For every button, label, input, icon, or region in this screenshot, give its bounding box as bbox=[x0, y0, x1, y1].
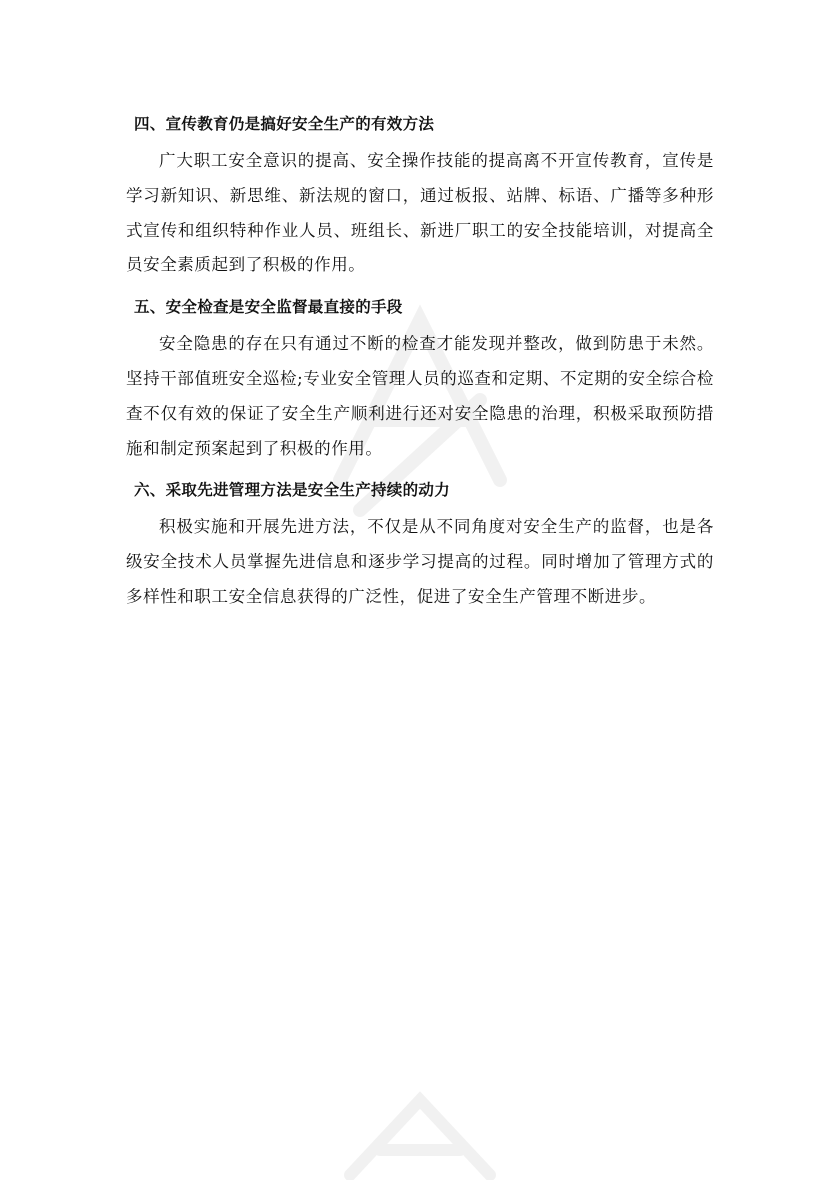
watermark-logo-icon bbox=[320, 1090, 520, 1180]
section-paragraph: 广大职工安全意识的提高、安全操作技能的提高离不开宣传教育，宣传是学习新知识、新思维、新法规的窗口，通过板报、站牌、标语、广播等多种形式宣传和组织特种作业人员、班组长、新进厂职工的安全技能培训，对提高全员安全素质起到了积极的作用。 bbox=[126, 151, 714, 275]
document-body bbox=[126, 106, 714, 621]
section-paragraph: 积极实施和开展先进方法，不仅是从不同角度对安全生产的监督，也是各级安全技术人员掌握先进信息和逐步学习提高的过程。同时增加了管理方式的多样性和职工安全信息获得的广泛性，促进了安全生产管理不断进步。 bbox=[126, 517, 714, 606]
section-paragraph: 安全隐患的存在只有通过不断的检查才能发现并整改，做到防患于未然。坚持干部值班安全巡检;专业安全管理人员的巡查和定期、不定期的安全综合检查不仅有效的保证了安全生产顺利进行还对安全隐患的治理，积极采取预防措施和制定预案起到了积极的作用。 bbox=[126, 334, 714, 458]
section-heading: 六、采取先进管理方法是安全生产持续的动力 bbox=[134, 481, 451, 500]
section-5 bbox=[126, 289, 714, 466]
section-heading: 五、安全检查是安全监督最直接的手段 bbox=[134, 298, 403, 317]
section-6 bbox=[126, 472, 714, 614]
section-4 bbox=[126, 106, 714, 283]
section-heading: 四、宣传教育仍是搞好安全生产的有效方法 bbox=[134, 115, 435, 133]
